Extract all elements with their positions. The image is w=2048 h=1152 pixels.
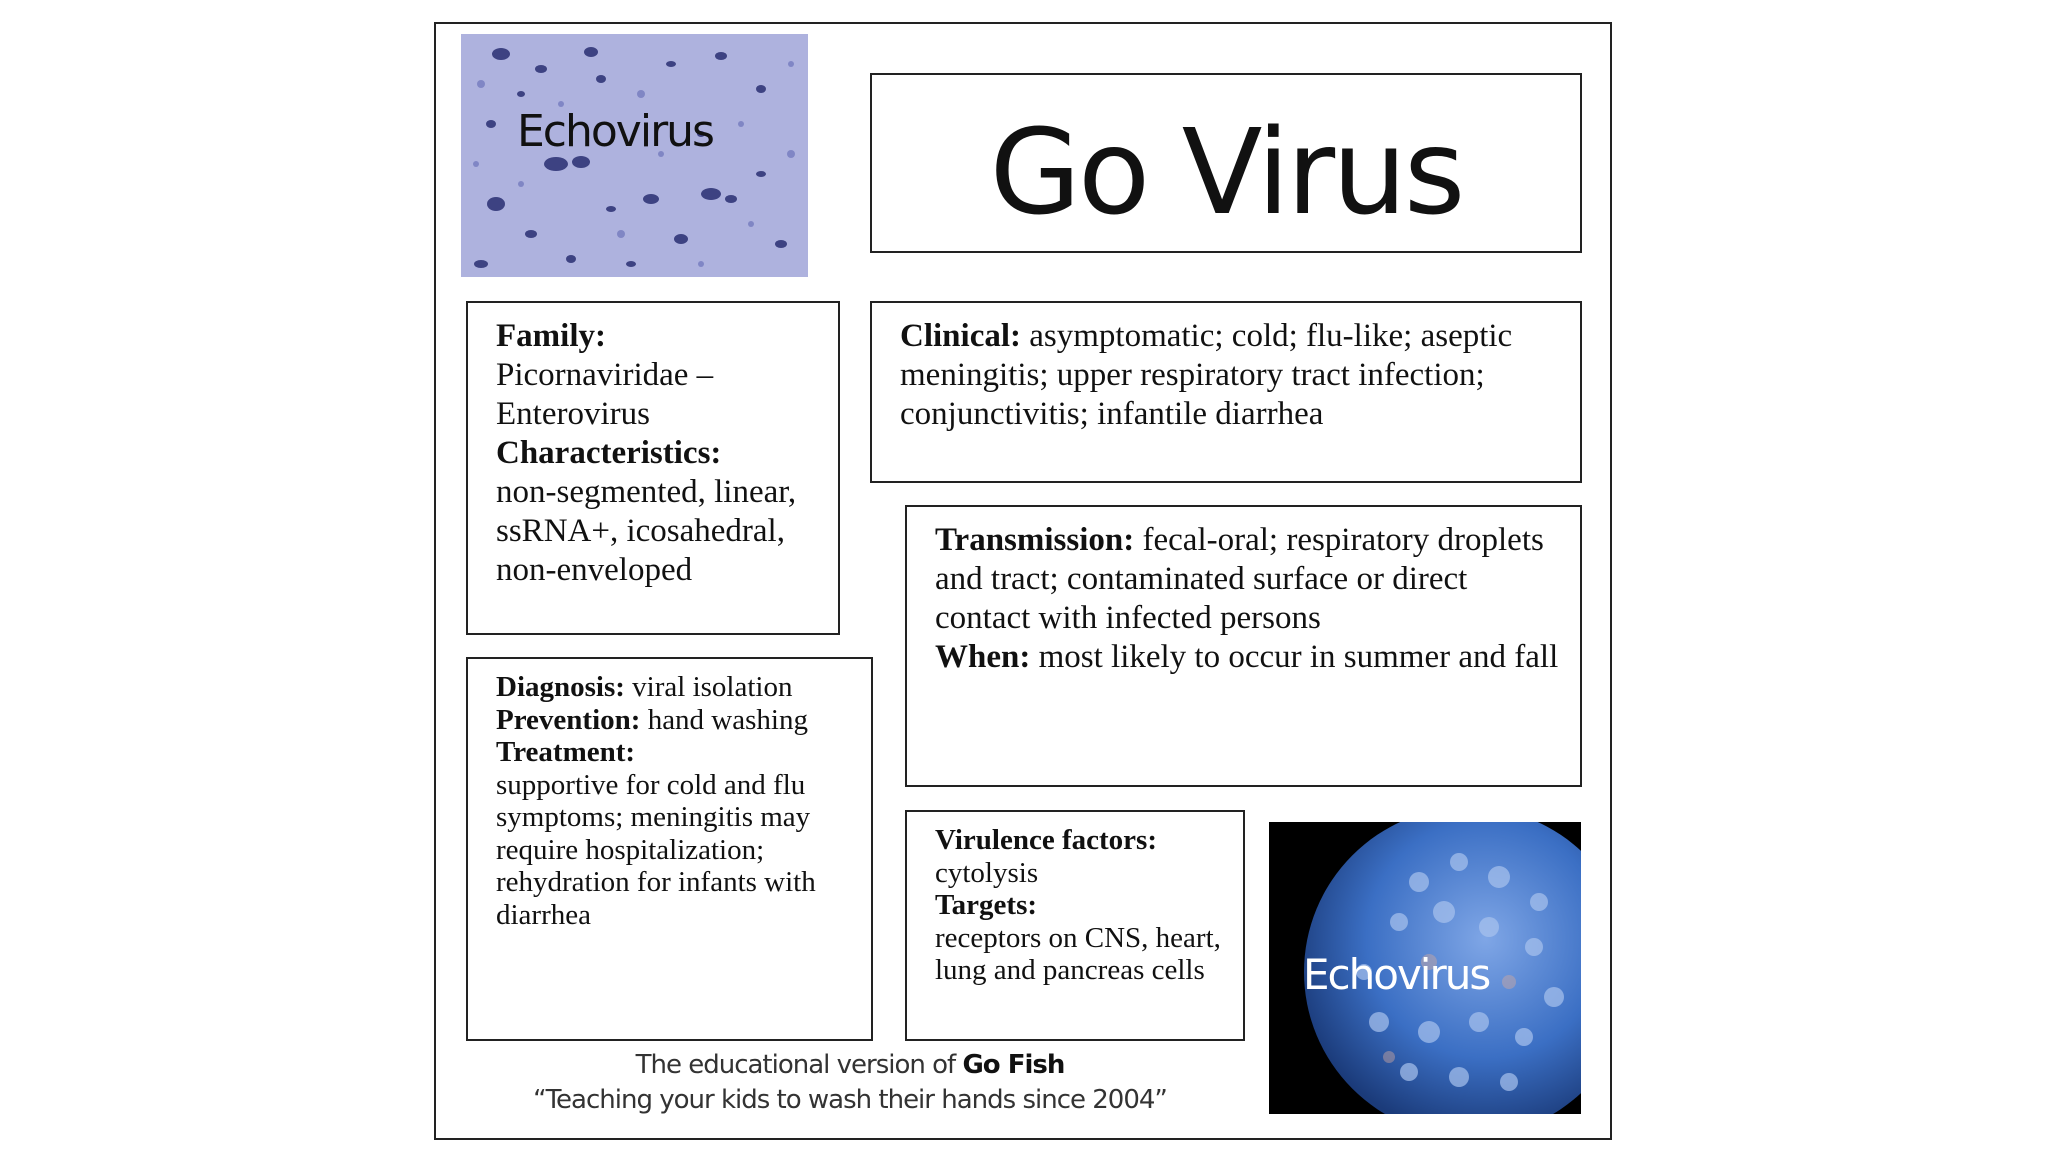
targets-label: Targets: [935, 889, 1038, 921]
treatment-label: Treatment: [496, 736, 636, 768]
diagnosis-value: viral isolation [632, 671, 793, 703]
sphere-label: Echovirus [1303, 950, 1490, 999]
virulence-box [905, 810, 1245, 1041]
echovirus-sphere-image [1269, 822, 1581, 1114]
virulence-text [935, 824, 1235, 987]
characteristics-value: non-segmented, linear, ssRNA+, icosahedral, non-enveloped [496, 474, 797, 588]
family-value: Picornaviridae – Enterovirus [496, 357, 714, 432]
footer-prefix: The educational version of [635, 1050, 956, 1080]
targets-value: receptors on CNS, heart, lung and pancreas cells [935, 921, 1221, 986]
family-box [466, 301, 840, 635]
transmission-box [905, 505, 1582, 787]
diagnosis-label: Diagnosis: [496, 671, 625, 703]
echovirus-micrograph-image [461, 34, 808, 277]
when-label: When: [935, 639, 1031, 675]
diagnosis-text [496, 671, 866, 931]
page-title: Go Virus [989, 103, 1463, 241]
virulence-label: Virulence factors: [935, 824, 1157, 856]
clinical-value: asymptomatic; cold; flu-like; aseptic meningitis; upper respiratory tract infection; conjunctivitis; infantile diarrhea [900, 318, 1513, 432]
micrograph-label: Echovirus [517, 106, 713, 157]
clinical-label: Clinical: [900, 318, 1021, 354]
virulence-value: cytolysis [935, 856, 1039, 889]
footer-line-1 [470, 1050, 1230, 1080]
footer-line-2: “Teaching your kids to wash their hands since 2004” [533, 1085, 1167, 1115]
transmission-text [935, 521, 1565, 677]
family-text [496, 317, 816, 590]
family-label: Family: [496, 318, 606, 354]
when-value: most likely to occur in summer and fall [1038, 639, 1559, 675]
prevention-label: Prevention: [496, 703, 641, 736]
transmission-label: Transmission: [935, 522, 1135, 558]
clinical-text [900, 317, 1550, 434]
characteristics-label: Characteristics: [496, 435, 722, 471]
transmission-value: fecal-oral; respiratory droplets and tract; contaminated surface or direct contact with infected persons [935, 522, 1544, 636]
clinical-box [870, 301, 1582, 483]
prevention-value: hand washing [647, 703, 808, 736]
title-box [870, 73, 1582, 253]
treatment-value: supportive for cold and flu symptoms; meningitis may require hospitalization; rehydration for infants with diarrhea [496, 768, 816, 931]
diagnosis-box [466, 657, 873, 1041]
footer-brand: Go Fish [962, 1050, 1065, 1080]
